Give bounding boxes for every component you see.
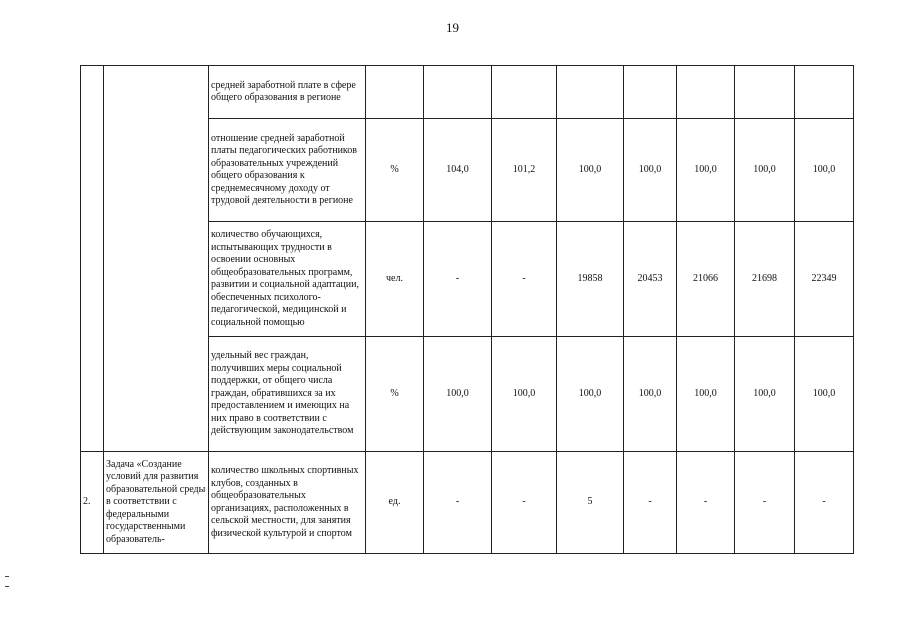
value-cell [557, 66, 624, 119]
value-cell: 21698 [735, 222, 795, 337]
row-number-cell [81, 66, 104, 452]
value-cell: 101,2 [492, 119, 557, 222]
value-cell: - [677, 452, 735, 554]
value-cell: - [624, 452, 677, 554]
value-cell: - [424, 452, 492, 554]
value-cell: 100,0 [735, 337, 795, 452]
indicator-description: количество обучающихся, испытывающих трудности в освоении основных общеобразовательных программ, развитии и социальной адаптации, обеспеченных психолого-педагогической, медицинской и социальной помощью [209, 222, 366, 337]
value-cell [624, 66, 677, 119]
value-cell: 100,0 [624, 337, 677, 452]
unit-cell [366, 66, 424, 119]
value-cell: 100,0 [735, 119, 795, 222]
task-cell: Задача «Создание условий для развития образовательной среды в соответствии с федеральными государственными образователь- [104, 452, 209, 554]
value-cell [735, 66, 795, 119]
value-cell: 19858 [557, 222, 624, 337]
value-cell: - [492, 452, 557, 554]
value-cell: 21066 [677, 222, 735, 337]
value-cell [492, 66, 557, 119]
unit-cell: чел. [366, 222, 424, 337]
unit-cell: % [366, 337, 424, 452]
value-cell [424, 66, 492, 119]
value-cell: - [424, 222, 492, 337]
indicators-table [80, 65, 854, 554]
scan-edge-mark [5, 576, 9, 577]
page-number: 19 [446, 20, 459, 35]
value-cell: 100,0 [624, 119, 677, 222]
unit-cell: ед. [366, 452, 424, 554]
value-cell: 5 [557, 452, 624, 554]
unit-cell: % [366, 119, 424, 222]
value-cell: 100,0 [492, 337, 557, 452]
value-cell: 100,0 [424, 337, 492, 452]
value-cell: 100,0 [677, 119, 735, 222]
value-cell: 104,0 [424, 119, 492, 222]
indicator-description: средней заработной плате в сфере общего образования в регионе [209, 66, 366, 119]
task-cell [104, 66, 209, 452]
indicator-description: количество школьных спортивных клубов, созданных в общеобразовательных организациях, расположенных в сельской местности, для занятия физической культурой и спортом [209, 452, 366, 554]
value-cell [795, 66, 854, 119]
table-row [81, 66, 854, 119]
indicator-description: отношение средней заработной платы педагогических работников образовательных учреждений общего образования к среднемесячному доходу от трудовой деятельности в регионе [209, 119, 366, 222]
value-cell: - [735, 452, 795, 554]
value-cell: 100,0 [557, 119, 624, 222]
value-cell [677, 66, 735, 119]
value-cell: 100,0 [557, 337, 624, 452]
value-cell: - [795, 452, 854, 554]
value-cell: 100,0 [677, 337, 735, 452]
value-cell: 22349 [795, 222, 854, 337]
table-row [81, 452, 854, 554]
row-number-cell: 2. [81, 452, 104, 554]
value-cell: - [492, 222, 557, 337]
value-cell: 20453 [624, 222, 677, 337]
value-cell: 100,0 [795, 337, 854, 452]
indicator-description: удельный вес граждан, получивших меры социальной поддержки, от общего числа граждан, обратившихся за их предоставлением и имеющих на них право в соответствии с действующим законодательством [209, 337, 366, 452]
scan-edge-mark [5, 586, 9, 587]
value-cell: 100,0 [795, 119, 854, 222]
